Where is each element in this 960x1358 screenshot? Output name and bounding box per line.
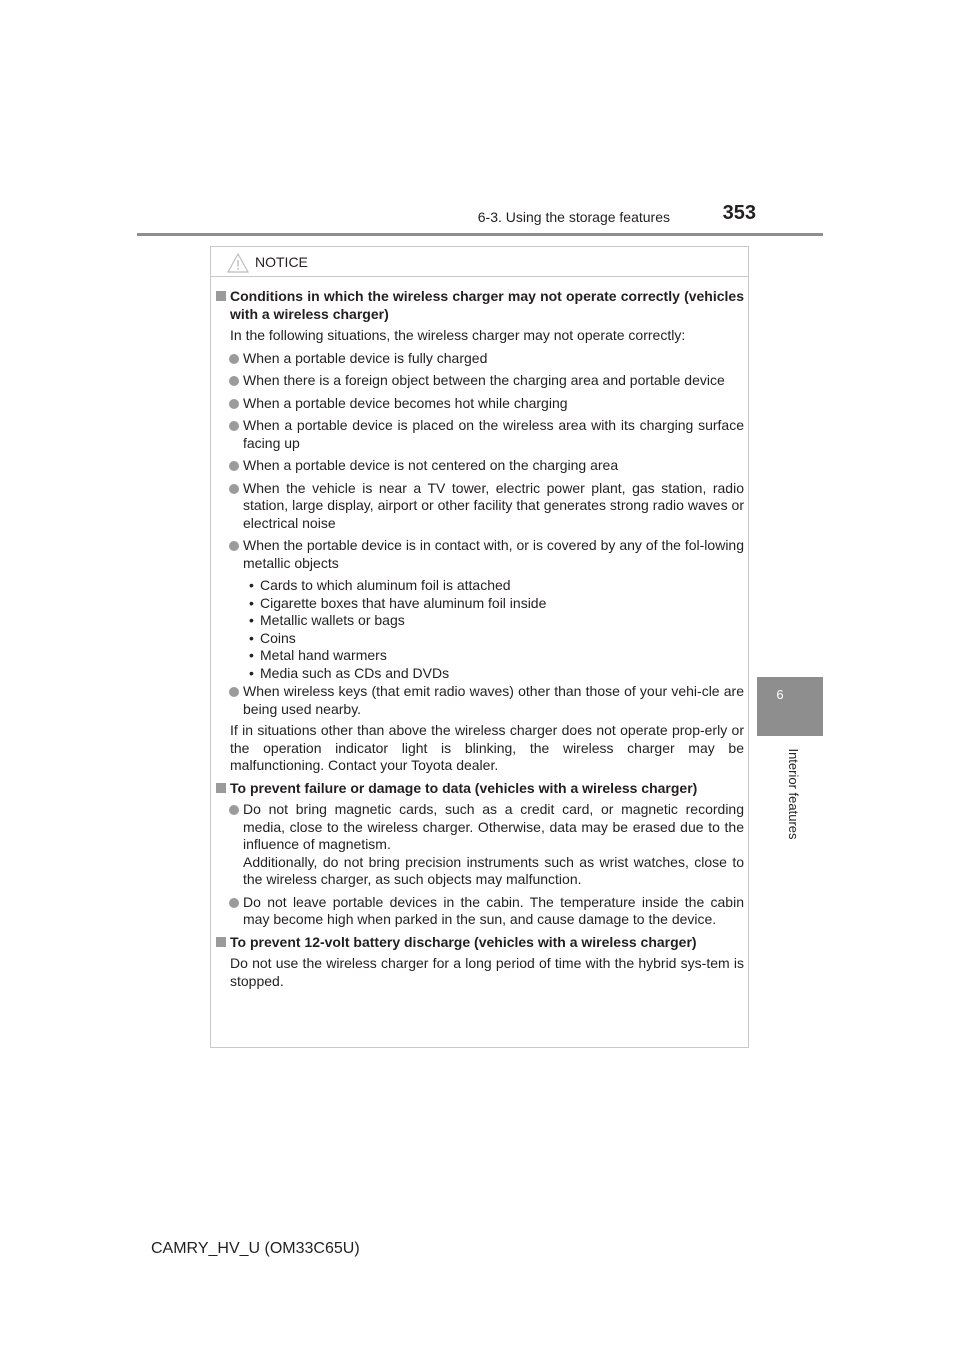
list-item: When a portable device becomes hot while charging (216, 395, 744, 413)
list-item: When a portable device is placed on the wireless area with its charging surface facing up (216, 417, 744, 452)
sub-list-item: • Metal hand warmers (249, 647, 387, 663)
header-rule (137, 233, 823, 236)
notice-body (216, 288, 744, 990)
sub-list-item: • Media such as CDs and DVDs (249, 664, 450, 681)
dot-bullet-icon (229, 354, 239, 364)
square-bullet-icon (216, 783, 226, 793)
section-intro: In the following situations, the wireless charger may not operate correctly: (230, 327, 686, 343)
list-item: When the portable device is in contact with, or is covered by any of the fol-lowing metallic objects (216, 537, 744, 572)
dot-bullet-icon (229, 421, 239, 431)
list-item: When there is a foreign object between the charging area and portable device (216, 372, 744, 390)
notice-header (211, 247, 748, 277)
section-intro: Do not use the wireless charger for a long period of time with the hybrid sys-tem is stopped. (230, 955, 744, 989)
sub-list-item: • Coins (249, 629, 296, 646)
chapter-number: 6 (776, 687, 784, 702)
section-heading: To prevent failure or damage to data (vehicles with a wireless charger) (216, 780, 744, 798)
dot-bullet-icon (229, 484, 239, 494)
dot-bullet-icon (229, 376, 239, 386)
list-item: When a portable device is not centered on the charging area (216, 457, 744, 475)
dot-bullet-icon (229, 687, 239, 697)
list-item: Do not leave portable devices in the cabin. The temperature inside the cabin may become high when parked in the sun, and cause damage to the device. (216, 894, 744, 929)
model-code: CAMRY_HV_U (OM33C65U) (151, 1240, 360, 1257)
sub-list-item: • Metallic wallets or bags (249, 612, 405, 628)
section-title: 6-3. Using the storage features (477, 209, 670, 225)
section-outro: If in situations other than above the wireless charger does not operate prop-erly or the operation indicator light is blinking, the wireless charger may be malfunctioning. Contact your Toyota dealer. (230, 722, 744, 773)
square-bullet-icon (216, 937, 226, 947)
chapter-label: Interior features (786, 748, 801, 840)
list-item: When wireless keys (that emit radio waves) other than those of your vehi-cle are being used nearby. (216, 683, 744, 718)
sub-list-item: • Cards to which aluminum foil is attached (249, 577, 511, 593)
dot-bullet-icon (229, 805, 239, 815)
list-item: Do not bring magnetic cards, such as a credit card, or magnetic recording media, close to the wireless charger. Otherwise, data may be erased due to the influence of magnetism. Additionally, do not bring precision instruments such as wrist watches, close to the wireless charger, as such objects may malfunction. (216, 801, 744, 889)
dot-bullet-icon (229, 399, 239, 409)
list-item: When a portable device is fully charged (216, 350, 744, 368)
section-heading: Conditions in which the wireless charger may not operate correctly (vehicles with a wireless charger) (216, 288, 744, 323)
square-bullet-icon (216, 291, 226, 301)
sub-list-item: • Cigarette boxes that have aluminum foil inside (249, 594, 547, 611)
notice-title: NOTICE (255, 254, 308, 270)
chapter-tab (757, 677, 823, 736)
list-item: When the vehicle is near a TV tower, electric power plant, gas station, radio station, large display, airport or other facility that generates strong radio waves or electrical noise (216, 480, 744, 533)
dot-bullet-icon (229, 898, 239, 908)
warning-triangle-icon (227, 253, 249, 273)
dot-bullet-icon (229, 461, 239, 471)
section-heading: To prevent 12-volt battery discharge (vehicles with a wireless charger) (216, 934, 744, 952)
notice-box (210, 246, 749, 1048)
page-number: 353 (722, 202, 756, 224)
metallic-objects-list (216, 577, 744, 682)
dot-bullet-icon (229, 541, 239, 551)
